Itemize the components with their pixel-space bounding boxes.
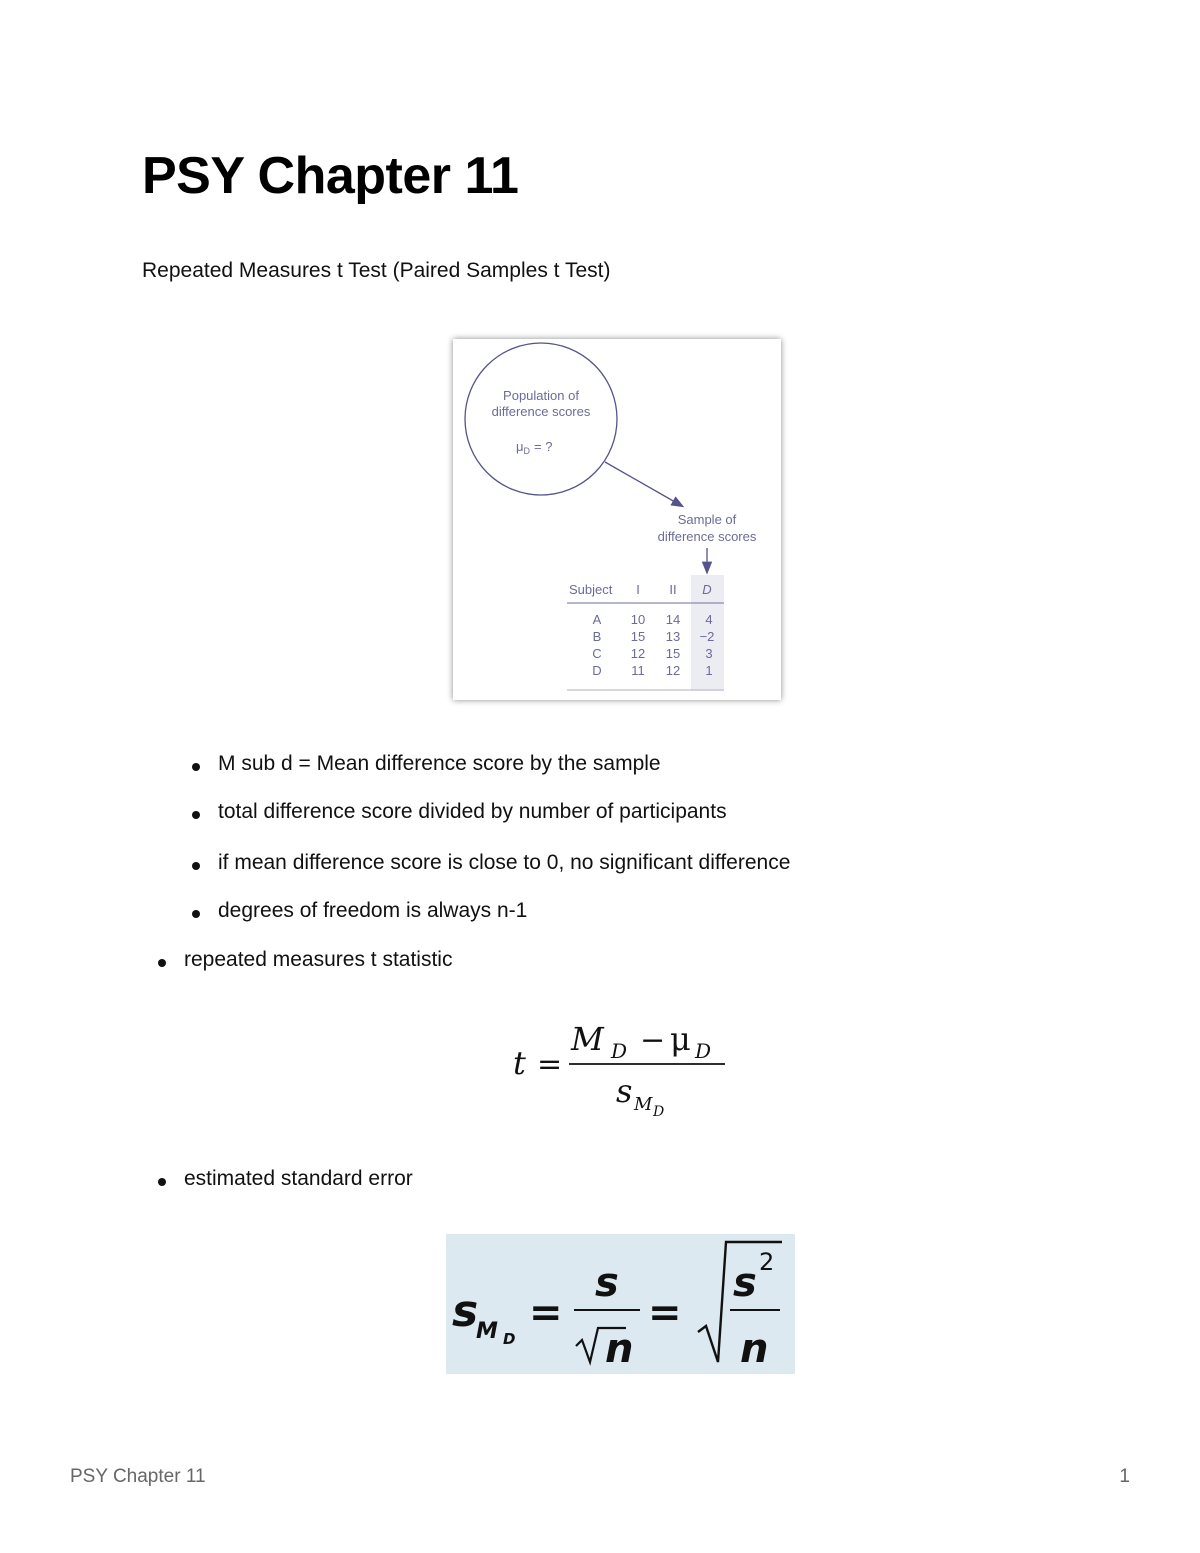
table-cell: D xyxy=(592,663,602,678)
eq-s-sub: M xyxy=(634,1094,653,1115)
table-cell: 14 xyxy=(665,612,681,627)
table-header: D xyxy=(702,582,712,597)
table-cell: 15 xyxy=(665,646,681,661)
table-cell: 11 xyxy=(631,663,645,678)
table-cell: 10 xyxy=(630,612,646,627)
list-item: M sub d = Mean difference score by the sample xyxy=(218,752,661,775)
table-cell: 1 xyxy=(705,663,713,678)
list-item: repeated measures t statistic xyxy=(184,948,453,971)
difference-scores-figure xyxy=(453,339,781,700)
footer-title: PSY Chapter 11 xyxy=(70,1466,206,1487)
mu-symbol: $\mu_D$ = ? xyxy=(516,439,553,456)
eq-s-subsub: D xyxy=(653,1104,665,1120)
table-cell: A xyxy=(592,612,602,627)
table-header: I xyxy=(636,582,640,597)
eq2-equals-2: = xyxy=(648,1290,682,1336)
sample-label-line2: difference scores xyxy=(657,529,757,544)
page-number: 1 xyxy=(1119,1466,1130,1487)
eq2-den: n xyxy=(605,1326,634,1372)
eq-mu-sub: D xyxy=(695,1039,712,1063)
eq2-equals: = xyxy=(529,1290,563,1336)
table-cell: 4 xyxy=(705,612,713,627)
eq-equals: = xyxy=(537,1047,563,1082)
eq2-sqrt-num: s xyxy=(733,1260,757,1306)
eq-M-sub: D xyxy=(611,1039,628,1063)
table-header: Subject xyxy=(569,582,613,597)
eq-s: s xyxy=(616,1072,633,1110)
sample-label-line1: Sample of xyxy=(677,512,737,527)
table-cell: −2 xyxy=(699,629,715,644)
list-item: total difference score divided by number of participants xyxy=(218,800,727,823)
list-item: estimated standard error xyxy=(184,1167,413,1190)
eq-minus: − xyxy=(640,1023,666,1058)
eq2-s: s xyxy=(452,1286,479,1337)
eq2-sqrt-den: n xyxy=(740,1326,769,1372)
eq2-s-sub: M xyxy=(476,1319,498,1344)
population-label-line1: Population of xyxy=(503,388,579,403)
table-cell: 13 xyxy=(665,629,681,644)
eq-mu: μ xyxy=(670,1020,691,1058)
t-statistic-equation xyxy=(505,1012,735,1132)
eq2-num: s xyxy=(595,1260,619,1306)
table-cell: 15 xyxy=(630,629,646,644)
population-label-line2: difference scores xyxy=(491,404,591,419)
section-heading: Repeated Measures t Test (Paired Samples t Test) xyxy=(142,259,611,282)
table-cell: 12 xyxy=(630,646,646,661)
page-title: PSY Chapter 11 xyxy=(142,147,519,205)
eq2-s-subsub: D xyxy=(503,1330,516,1348)
table-cell: 12 xyxy=(665,663,681,678)
eq-M: M xyxy=(571,1020,604,1058)
population-circle xyxy=(465,343,617,495)
table-header: II xyxy=(669,582,677,597)
population-to-sample-arrow xyxy=(605,462,682,506)
eq-t: t xyxy=(513,1044,526,1082)
standard-error-equation xyxy=(446,1234,795,1374)
eq2-sqrt-exp: 2 xyxy=(759,1248,775,1276)
table-cell: 3 xyxy=(705,646,713,661)
list-item: degrees of freedom is always n-1 xyxy=(218,899,528,922)
list-item: if mean difference score is close to 0, no significant difference xyxy=(218,851,791,874)
table-cell: C xyxy=(592,646,602,661)
table-cell: B xyxy=(592,629,602,644)
